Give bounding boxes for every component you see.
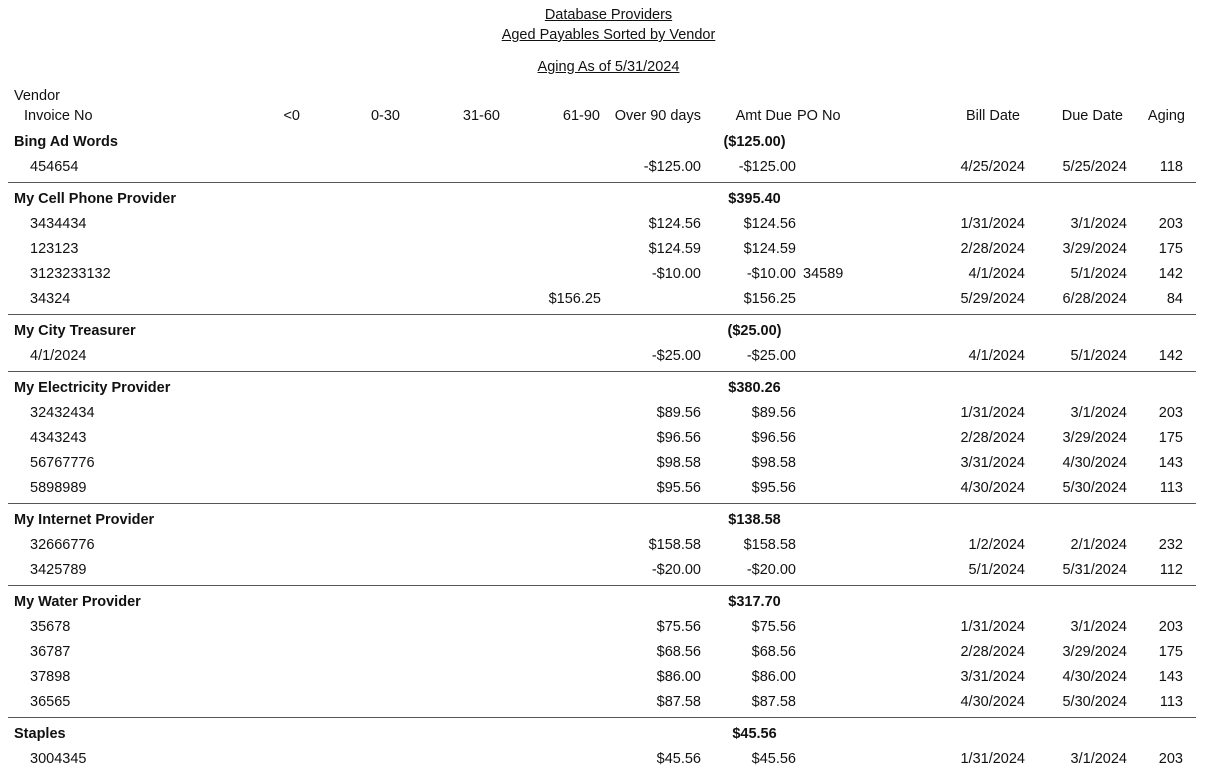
invoice-inv: 3434434 <box>30 216 87 232</box>
invoice-over90: $158.58 <box>648 537 701 553</box>
invoice-aging: 142 <box>1158 266 1183 282</box>
vendor-name: My Electricity Provider <box>14 380 171 396</box>
invoice-due: 5/30/2024 <box>1062 694 1127 710</box>
invoice-aging: 143 <box>1158 455 1183 471</box>
invoice-inv: 36565 <box>30 694 71 710</box>
invoice-inv: 4/1/2024 <box>30 348 87 364</box>
invoice-due: 3/29/2024 <box>1062 241 1127 257</box>
invoice-over90: $124.59 <box>648 241 701 257</box>
invoice-amt: $45.56 <box>751 751 796 767</box>
header-vendor: Vendor <box>14 88 60 104</box>
invoice-aging: 232 <box>1158 537 1183 553</box>
invoice-due: 4/30/2024 <box>1062 455 1127 471</box>
invoice-inv: 56767776 <box>30 455 95 471</box>
invoice-amt: -$20.00 <box>746 562 796 578</box>
invoice-over90: $95.56 <box>656 480 701 496</box>
invoice-aging: 175 <box>1158 644 1183 660</box>
invoice-aging: 112 <box>1159 562 1183 578</box>
vendor-total: $380.26 <box>728 380 781 396</box>
vendor-name: Bing Ad Words <box>14 134 118 150</box>
header-invoice-no: Invoice No <box>24 108 93 124</box>
invoice-bill: 4/1/2024 <box>968 348 1025 364</box>
invoice-aging: 203 <box>1158 405 1183 421</box>
invoice-inv: 3425789 <box>30 562 87 578</box>
invoice-over90: -$10.00 <box>651 266 701 282</box>
invoice-d61-90: $156.25 <box>548 291 601 307</box>
invoice-amt: $87.58 <box>751 694 796 710</box>
vendor-total: $317.70 <box>728 594 781 610</box>
vendor-name: My City Treasurer <box>14 323 136 339</box>
invoice-bill: 5/1/2024 <box>968 562 1025 578</box>
invoice-aging: 142 <box>1158 348 1183 364</box>
invoice-bill: 3/31/2024 <box>960 669 1025 685</box>
vendor-name: My Cell Phone Provider <box>14 191 176 207</box>
invoice-bill: 1/2/2024 <box>968 537 1025 553</box>
invoice-inv: 4343243 <box>30 430 87 446</box>
invoice-aging: 113 <box>1159 694 1183 710</box>
invoice-over90: $89.56 <box>656 405 701 421</box>
invoice-aging: 175 <box>1158 241 1183 257</box>
invoice-bill: 1/31/2024 <box>960 619 1025 635</box>
group-divider <box>8 585 1196 586</box>
invoice-amt: $96.56 <box>751 430 796 446</box>
vendor-total: $45.56 <box>732 726 777 742</box>
invoice-amt: $89.56 <box>751 405 796 421</box>
group-divider <box>8 314 1196 315</box>
invoice-due: 3/29/2024 <box>1062 644 1127 660</box>
header-lt0: <0 <box>283 108 300 124</box>
header-31-60: 31-60 <box>462 108 500 124</box>
invoice-due: 3/1/2024 <box>1070 216 1127 232</box>
invoice-due: 5/31/2024 <box>1062 562 1127 578</box>
invoice-inv: 3004345 <box>30 751 87 767</box>
invoice-inv: 3123233132 <box>30 266 111 282</box>
header-due-date: Due Date <box>1061 108 1123 124</box>
aging-date: Aging As of 5/31/2024 <box>537 59 680 75</box>
invoice-over90: $87.58 <box>656 694 701 710</box>
invoice-aging: 84 <box>1166 291 1183 307</box>
invoice-amt: -$125.00 <box>738 159 796 175</box>
group-divider <box>8 371 1196 372</box>
invoice-inv: 34324 <box>30 291 71 307</box>
invoice-bill: 2/28/2024 <box>960 430 1025 446</box>
invoice-amt: -$25.00 <box>746 348 796 364</box>
invoice-amt: $124.59 <box>743 241 796 257</box>
invoice-bill: 1/31/2024 <box>960 405 1025 421</box>
invoice-due: 4/30/2024 <box>1062 669 1127 685</box>
report-title: Aged Payables Sorted by Vendor <box>501 27 716 43</box>
invoice-over90: $96.56 <box>656 430 701 446</box>
invoice-amt: $68.56 <box>751 644 796 660</box>
invoice-over90: -$20.00 <box>651 562 701 578</box>
invoice-aging: 175 <box>1158 430 1183 446</box>
company-title: Database Providers <box>544 7 673 23</box>
invoice-inv: 37898 <box>30 669 71 685</box>
header-61-90: 61-90 <box>562 108 600 124</box>
invoice-over90: $98.58 <box>656 455 701 471</box>
invoice-bill: 5/29/2024 <box>960 291 1025 307</box>
invoice-over90: $45.56 <box>656 751 701 767</box>
invoice-due: 5/1/2024 <box>1070 266 1127 282</box>
invoice-aging: 203 <box>1158 216 1183 232</box>
invoice-due: 2/1/2024 <box>1070 537 1127 553</box>
group-divider <box>8 182 1196 183</box>
invoice-bill: 3/31/2024 <box>960 455 1025 471</box>
invoice-due: 3/1/2024 <box>1070 405 1127 421</box>
invoice-over90: $124.56 <box>648 216 701 232</box>
invoice-bill: 2/28/2024 <box>960 241 1025 257</box>
invoice-inv: 123123 <box>30 241 79 257</box>
invoice-aging: 203 <box>1158 619 1183 635</box>
invoice-po: 34589 <box>803 266 844 282</box>
invoice-due: 5/1/2024 <box>1070 348 1127 364</box>
invoice-aging: 113 <box>1159 480 1183 496</box>
invoice-due: 6/28/2024 <box>1062 291 1127 307</box>
invoice-over90: -$125.00 <box>643 159 701 175</box>
invoice-amt: $86.00 <box>751 669 796 685</box>
invoice-over90: $75.56 <box>656 619 701 635</box>
invoice-amt: -$10.00 <box>746 266 796 282</box>
vendor-total: $138.58 <box>728 512 781 528</box>
group-divider <box>8 503 1196 504</box>
header-po-no: PO No <box>797 108 841 124</box>
invoice-aging: 143 <box>1158 669 1183 685</box>
group-divider <box>8 717 1196 718</box>
vendor-name: My Water Provider <box>14 594 141 610</box>
invoice-due: 3/1/2024 <box>1070 751 1127 767</box>
invoice-inv: 35678 <box>30 619 71 635</box>
invoice-bill: 4/1/2024 <box>968 266 1025 282</box>
invoice-aging: 203 <box>1158 751 1183 767</box>
invoice-amt: $124.56 <box>743 216 796 232</box>
invoice-due: 3/29/2024 <box>1062 430 1127 446</box>
invoice-bill: 4/30/2024 <box>960 480 1025 496</box>
invoice-amt: $158.58 <box>743 537 796 553</box>
vendor-total: ($25.00) <box>727 323 782 339</box>
header-over-90: Over 90 days <box>614 108 701 124</box>
vendor-name: My Internet Provider <box>14 512 155 528</box>
header-amt-due: Amt Due <box>735 108 792 124</box>
invoice-bill: 4/30/2024 <box>960 694 1025 710</box>
invoice-due: 3/1/2024 <box>1070 619 1127 635</box>
header-bill-date: Bill Date <box>966 108 1020 124</box>
header-aging: Aging <box>1147 108 1185 124</box>
invoice-inv: 454654 <box>30 159 79 175</box>
invoice-bill: 2/28/2024 <box>960 644 1025 660</box>
invoice-aging: 118 <box>1159 159 1183 175</box>
invoice-amt: $98.58 <box>751 455 796 471</box>
vendor-total: $395.40 <box>728 191 781 207</box>
invoice-inv: 5898989 <box>30 480 87 496</box>
invoice-amt: $156.25 <box>743 291 796 307</box>
vendor-total: ($125.00) <box>723 134 786 150</box>
invoice-bill: 4/25/2024 <box>960 159 1025 175</box>
invoice-over90: $86.00 <box>656 669 701 685</box>
invoice-inv: 32432434 <box>30 405 95 421</box>
invoice-bill: 1/31/2024 <box>960 216 1025 232</box>
invoice-inv: 36787 <box>30 644 71 660</box>
header-0-30: 0-30 <box>370 108 400 124</box>
vendor-name: Staples <box>14 726 66 742</box>
invoice-due: 5/25/2024 <box>1062 159 1127 175</box>
invoice-over90: $68.56 <box>656 644 701 660</box>
invoice-bill: 1/31/2024 <box>960 751 1025 767</box>
invoice-over90: -$25.00 <box>651 348 701 364</box>
invoice-due: 5/30/2024 <box>1062 480 1127 496</box>
invoice-inv: 32666776 <box>30 537 95 553</box>
invoice-amt: $75.56 <box>751 619 796 635</box>
invoice-amt: $95.56 <box>751 480 796 496</box>
